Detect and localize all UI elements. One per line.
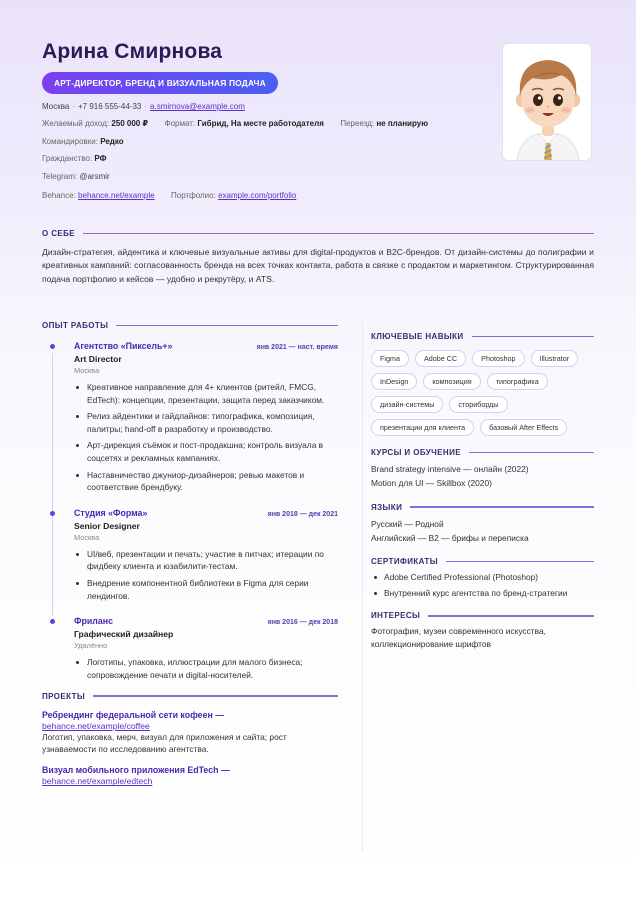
- trips-value: Редко: [100, 136, 124, 146]
- city: Москва: [42, 102, 70, 111]
- job-bullets: [74, 656, 338, 681]
- timeline-line: [52, 353, 53, 523]
- skill-chip: Adobe CC: [415, 350, 466, 367]
- language-item: Русский — Родной: [371, 518, 444, 529]
- telegram-label: Telegram:: [42, 171, 78, 181]
- job-entry: [42, 616, 338, 681]
- links-line: [42, 191, 482, 201]
- job-company: Агентство «Пиксель+»: [74, 341, 173, 351]
- experience-title: [42, 321, 338, 330]
- citizenship-value: РФ: [94, 154, 107, 164]
- job-period: янв 2018 — дек 2021: [267, 510, 338, 518]
- trips-line: [42, 137, 482, 147]
- trips-label: Командировки:: [42, 136, 98, 146]
- experience-title-text: ОПЫТ РАБОТЫ: [42, 321, 109, 330]
- about-text: Дизайн-стратегия, айдентика и ключевые визуальные активы для digital-продуктов и B2C-брендов. От дизайн-системы до полиграфии и креативных кампаний: согласованность бренда на всех точках контакта, работа в связке с продактом и маркетингом. Структурированная подача портфолио и кейсов — удобно и рекрутёру, и ATS.: [42, 247, 594, 284]
- job-bullet: Логотипы, упаковка, иллюстрации для малого бизнеса; сопровождение печати и digital-носителей.: [74, 656, 338, 681]
- about-title-text: О СЕБЕ: [42, 229, 76, 238]
- job-role: Senior Designer: [74, 520, 140, 531]
- portfolio-label: Портфолио:: [171, 190, 216, 200]
- contact-line: Москва · +7 916 555-44-33 · a.smirnova@example.com: [42, 102, 245, 111]
- job-bullet: Внедрение компонентной библиотеки в Figma для серии лендингов.: [74, 577, 338, 602]
- projects-title: [42, 692, 338, 701]
- profile-photo: [502, 43, 592, 161]
- skill-chip: презентации для клиента: [371, 419, 474, 436]
- skills-chips: [371, 350, 594, 436]
- skill-chip: типографика: [487, 373, 548, 390]
- skills-title: [371, 332, 594, 341]
- avatar-illustration-icon: [503, 44, 592, 161]
- timeline-dot-icon: [50, 511, 55, 516]
- certificates-title: [371, 557, 594, 566]
- right-column: [362, 322, 594, 852]
- portfolio-link[interactable]: example.com/portfolio: [218, 190, 297, 200]
- skills-title-text: КЛЮЧЕВЫЕ НАВЫКИ: [371, 332, 464, 341]
- left-column: [42, 321, 338, 786]
- conditions-line: [42, 119, 482, 129]
- job-role: Art Director: [74, 354, 122, 364]
- project-item: [42, 709, 338, 757]
- skill-chip: дизайн-системы: [371, 396, 443, 413]
- language-item: Английский — B2 — брифы и переписка: [371, 532, 529, 543]
- certificates-section: [371, 557, 594, 599]
- certificates-title-text: СЕРТИФИКАТЫ: [371, 557, 438, 567]
- job-bullet: Релиз айдентики и гайдлайнов: типографика, композиция, палитры; hand-off в разработку и производство.: [74, 410, 338, 435]
- interests-section: [371, 611, 594, 651]
- relocation-value: не планирую: [376, 119, 429, 129]
- project-link[interactable]: behance.net/example/edtech: [42, 776, 153, 787]
- courses-title-text: КУРСЫ И ОБУЧЕНИЕ: [371, 448, 461, 457]
- telegram-value[interactable]: @arsmir: [79, 171, 110, 181]
- project-desc: Логотип, упаковка, мерч, визуал для приложения и сайта; рост узнаваемости по исследованию агентства.: [42, 731, 287, 755]
- courses-section: [371, 448, 594, 491]
- skill-chip: Illustrator: [531, 350, 579, 367]
- job-bullet: Наставничество джуниор-дизайнеров; ревью макетов и соответствие брендбуку.: [74, 469, 338, 494]
- salary-value: 250 000 ₽: [111, 119, 149, 129]
- projects-title-text: ПРОЕКТЫ: [42, 691, 86, 701]
- project-link[interactable]: behance.net/example/coffee: [42, 720, 150, 731]
- job-location: Москва: [74, 532, 100, 542]
- skill-chip: Figma: [371, 350, 409, 367]
- interests-text: Фотография, музеи современного искусства, коллекционирование шрифтов: [371, 626, 546, 650]
- skill-chip: композиция: [423, 373, 480, 390]
- phone: +7 916 555-44-33: [77, 102, 142, 111]
- job-period: янв 2016 — дек 2018: [267, 619, 338, 627]
- interests-title-text: ИНТЕРЕСЫ: [371, 611, 421, 621]
- job-bullets: [74, 381, 338, 494]
- languages-title: [371, 503, 594, 512]
- skill-chip: InDesign: [371, 373, 417, 390]
- skill-chip: сториборды: [449, 396, 507, 413]
- languages-title-text: ЯЗЫКИ: [371, 502, 403, 512]
- course-item: Motion для UI — Skillbox (2020): [371, 478, 492, 489]
- about-section: [42, 229, 594, 286]
- languages-section: [371, 503, 594, 546]
- job-location: Удалённо: [74, 641, 108, 651]
- relocation-label: Переезд:: [340, 119, 375, 129]
- job-location: Москва: [74, 366, 100, 375]
- candidate-name: Арина Смирнова: [42, 40, 223, 63]
- courses-title: [371, 448, 594, 457]
- job-bullets: [74, 548, 338, 602]
- behance-label: Behance:: [42, 190, 76, 200]
- citizenship-label: Гражданство:: [42, 154, 93, 164]
- about-title: [42, 229, 594, 238]
- behance-link[interactable]: behance.net/example: [78, 190, 155, 200]
- job-title-badge: АРТ-ДИРЕКТОР, БРЕНД И ВИЗУАЛЬНАЯ ПОДАЧА: [42, 72, 278, 94]
- interests-title: [371, 611, 594, 620]
- job-company: Студия «Форма»: [74, 507, 148, 518]
- job-role: Графический дизайнер: [74, 629, 174, 640]
- format-label: Формат:: [164, 119, 196, 129]
- job-entry: [42, 341, 338, 494]
- certificate-item: Adobe Certified Professional (Photoshop): [371, 571, 594, 584]
- project-name: Ребрендинг федеральной сети кофеен —: [42, 709, 225, 720]
- citizenship-line: [42, 154, 482, 164]
- timeline-dot-icon: [50, 619, 55, 624]
- certificate-item: Внутренний курс агентства по бренд-стратегии: [371, 587, 594, 600]
- telegram-line: [42, 172, 482, 182]
- job-period: янв 2021 — наст. время: [256, 344, 338, 351]
- email-link[interactable]: a.smirnova@example.com: [150, 102, 245, 111]
- timeline-dot-icon: [50, 344, 55, 349]
- timeline-line: [52, 520, 53, 616]
- job-bullet: Креативное направление для 4+ клиентов (ритейл, FMCG, EdTech): концепции, презентации, защита перед заказчиком.: [74, 381, 338, 406]
- job-company: Фриланс: [74, 616, 113, 627]
- course-item: Brand strategy intensive — онлайн (2022): [371, 464, 529, 474]
- job-entry: [42, 508, 338, 602]
- project-item: [42, 764, 338, 786]
- skill-chip: базовый After Effects: [480, 419, 567, 436]
- salary-label: Желаемый доход:: [42, 119, 110, 129]
- skill-chip: Photoshop: [472, 350, 524, 367]
- job-bullet: Арт-дирекция съёмок и пост-продакшна; контроль визуала в соцсетях и рекламных кампаниях.: [74, 439, 338, 464]
- format-value: Гибрид, На месте работодателя: [197, 119, 324, 129]
- resume-header: [42, 40, 482, 201]
- project-name: Визуал мобильного приложения EdTech —: [42, 765, 230, 776]
- job-bullet: UI/веб, презентации и печать; участие в питчах; итерации по фидбеку клиента и юзабилити-тестам.: [74, 548, 338, 573]
